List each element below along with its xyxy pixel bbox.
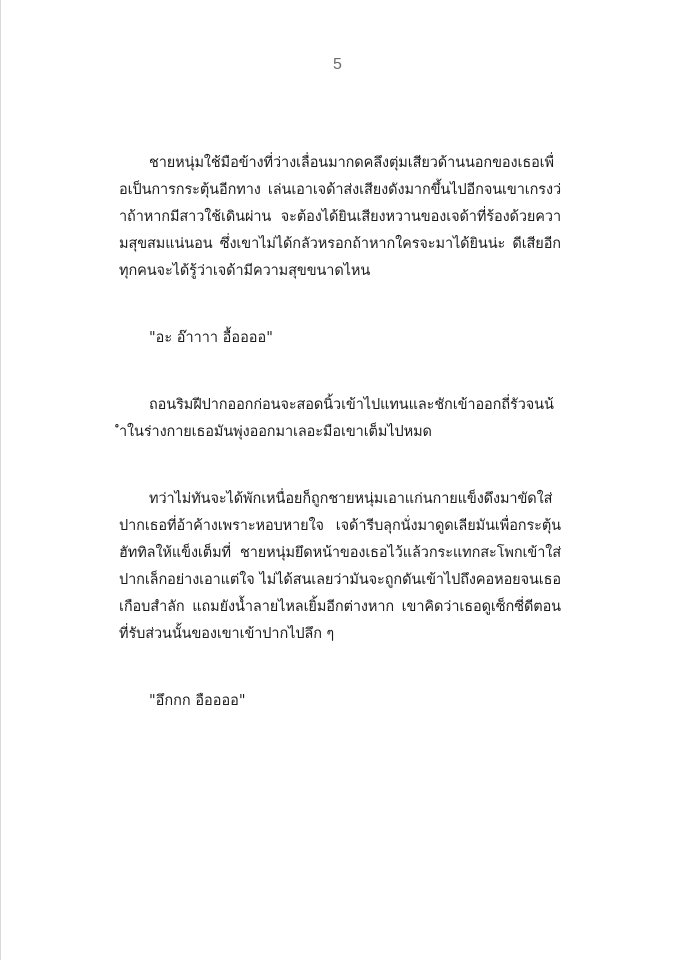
- paragraph-dialogue-2: "อึกกก อืออออ": [149, 693, 246, 709]
- paragraph-narration-2: ถอนริมฝีปากออกก่อนจะสอดนิ้วเข้าไปแทนและชักเข้าออกถี่รัวจนน้ำในร่างกายเธอมันพุ่งออกมาเลอะมือเขาเต็มไปหมด: [119, 397, 554, 440]
- page-number: 5: [333, 56, 342, 73]
- paragraph-narration-1: ชายหนุ่มใช้มือข้างที่ว่างเลื่อนมากดคลึงตุ่มเสียวด้านนอกของเธอเพื่อเป็นการกระตุ้นอีกทาง เล่นเอาเจด้าส่งเสียงดังมากขึ้นไปอีกจนเขาเกรงว่าถ้าหากมีสาวใช้เดินผ่าน จะต้องได้ยินเสียงหวานของเจด้าที่ร้องด้วยความสุขสมแน่นอน ซึ่งเขาไม่ได้กลัวหรอกถ้าหากใครจะมาได้ยินน่ะ ดีเสียอีก ทุกคนจะได้รู้ว่าเจด้ามีความสุขขนาดไหน: [119, 155, 561, 279]
- paragraph-dialogue-1: "อะ อ๊าาาา อื้ออออ": [149, 330, 273, 346]
- paragraph-narration-3: ทว่าไม่ทันจะได้พักเหนื่อยก็ถูกชายหนุ่มเอาแก่นกายแข็งดึงมาขัดใส่ปากเธอที่อ้าค้างเพราะหอบหายใจ เจด้ารีบลุกนั่งมาดูดเลียมันเพื่อกระตุ้นฮัททิลให้แข็งเต็มที่ ชายหนุ่มยึดหน้าของเธอไว้แล้วกระแทกสะโพกเข้าใส่ปากเล็กอย่างเอาแต่ใจ ไม่ได้สนเลยว่ามันจะถูกดันเข้าไปถึงคอหอยจนเธอเกือบสำลัก แถมยังน้ำลายไหลเยิ้มอีกต่างหาก เขาคิดว่าเธอดูเซ็กซี่ดีตอนที่รับส่วนนั้นของเขาเข้าปากไปลึก ๆ: [119, 491, 561, 642]
- story-body: [119, 150, 561, 715]
